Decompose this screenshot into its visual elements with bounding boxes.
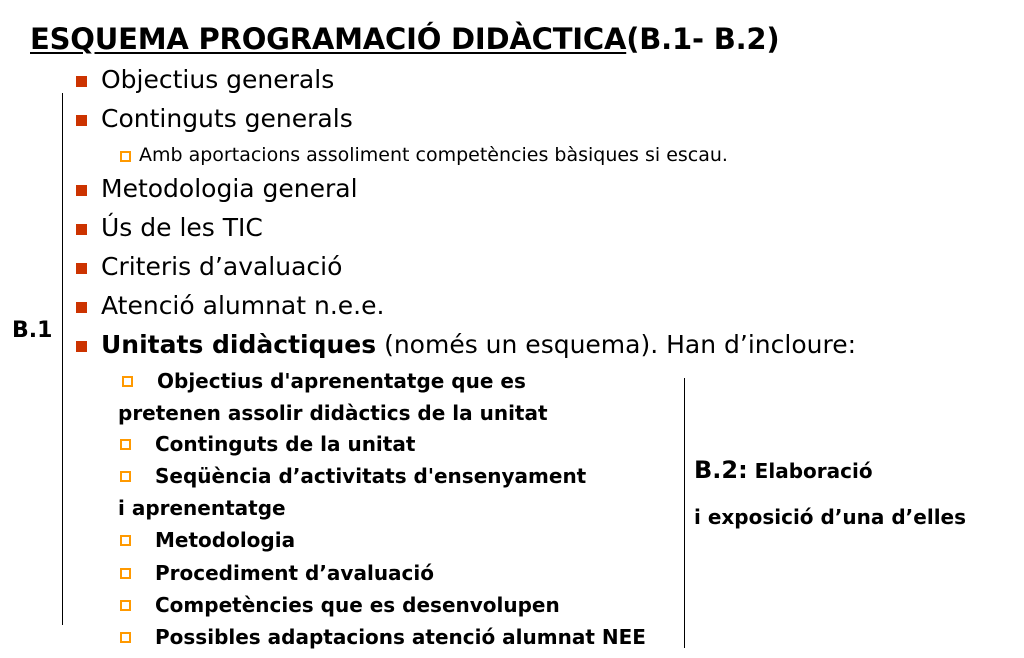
hollow-square-bullet-icon [120, 600, 131, 611]
b1-label: B.1 [12, 318, 53, 343]
b2-label [694, 456, 873, 484]
unit-item-metodologia: Metodologia [155, 528, 295, 552]
outline-item-metodologia: Metodologia general [101, 174, 358, 203]
hollow-square-bullet-icon [120, 568, 131, 579]
unitats-bold-label: Unitats didàctiques [101, 330, 377, 359]
unit-item-procediment: Procediment d’avaluació [155, 561, 434, 585]
unit-item-sequencia: Seqüència d’activitats d'ensenyament [155, 464, 586, 488]
b2-bracket-line [684, 378, 685, 648]
hollow-square-bullet-icon [120, 535, 131, 546]
b2-line2: i exposició d’una d’elles [694, 505, 967, 529]
outline-subitem-competencies: Amb aportacions assoliment competències bàsiques si escau. [139, 144, 728, 166]
title-main: ESQUEMA PROGRAMACIÓ DIDÀCTICA [30, 22, 627, 56]
outline-item-continguts: Continguts generals [101, 104, 353, 133]
outline-item-unitats [101, 330, 856, 359]
square-bullet-icon [76, 76, 87, 87]
unit-item-objectius-continuation: pretenen assolir didàctics de la unitat [118, 401, 548, 425]
hollow-square-bullet-icon [120, 151, 131, 162]
square-bullet-icon [76, 185, 87, 196]
hollow-square-bullet-icon [120, 439, 131, 450]
hollow-square-bullet-icon [120, 471, 131, 482]
square-bullet-icon [76, 302, 87, 313]
outline-item-criteris: Criteris d’avaluació [101, 252, 342, 281]
b2-line1: Elaboració [747, 459, 873, 483]
square-bullet-icon [76, 263, 87, 274]
unit-item-competencies: Competències que es desenvolupen [155, 593, 560, 617]
square-bullet-icon [76, 224, 87, 235]
unit-item-adaptacions: Possibles adaptacions atenció alumnat NEE [155, 625, 646, 649]
unit-item-objectius: Objectius d'aprenentatge que es [157, 369, 526, 393]
square-bullet-icon [76, 115, 87, 126]
unit-item-sequencia-continuation: i aprenentatge [118, 496, 286, 520]
square-bullet-icon [76, 341, 87, 352]
page-title [30, 22, 779, 56]
hollow-square-bullet-icon [122, 376, 133, 387]
outline-item-tic: Ús de les TIC [101, 213, 263, 242]
unitats-rest-label: (només un esquema). Han d’incloure: [376, 330, 857, 359]
unit-item-continguts: Continguts de la unitat [155, 432, 415, 456]
outline-item-atencio: Atenció alumnat n.e.e. [101, 291, 384, 320]
hollow-square-bullet-icon [120, 632, 131, 643]
b2-code: B.2: [694, 456, 748, 484]
outline-item-objectius: Objectius generals [101, 65, 334, 94]
title-suffix: (B.1- B.2) [626, 22, 780, 56]
b1-bracket-line [62, 93, 63, 625]
